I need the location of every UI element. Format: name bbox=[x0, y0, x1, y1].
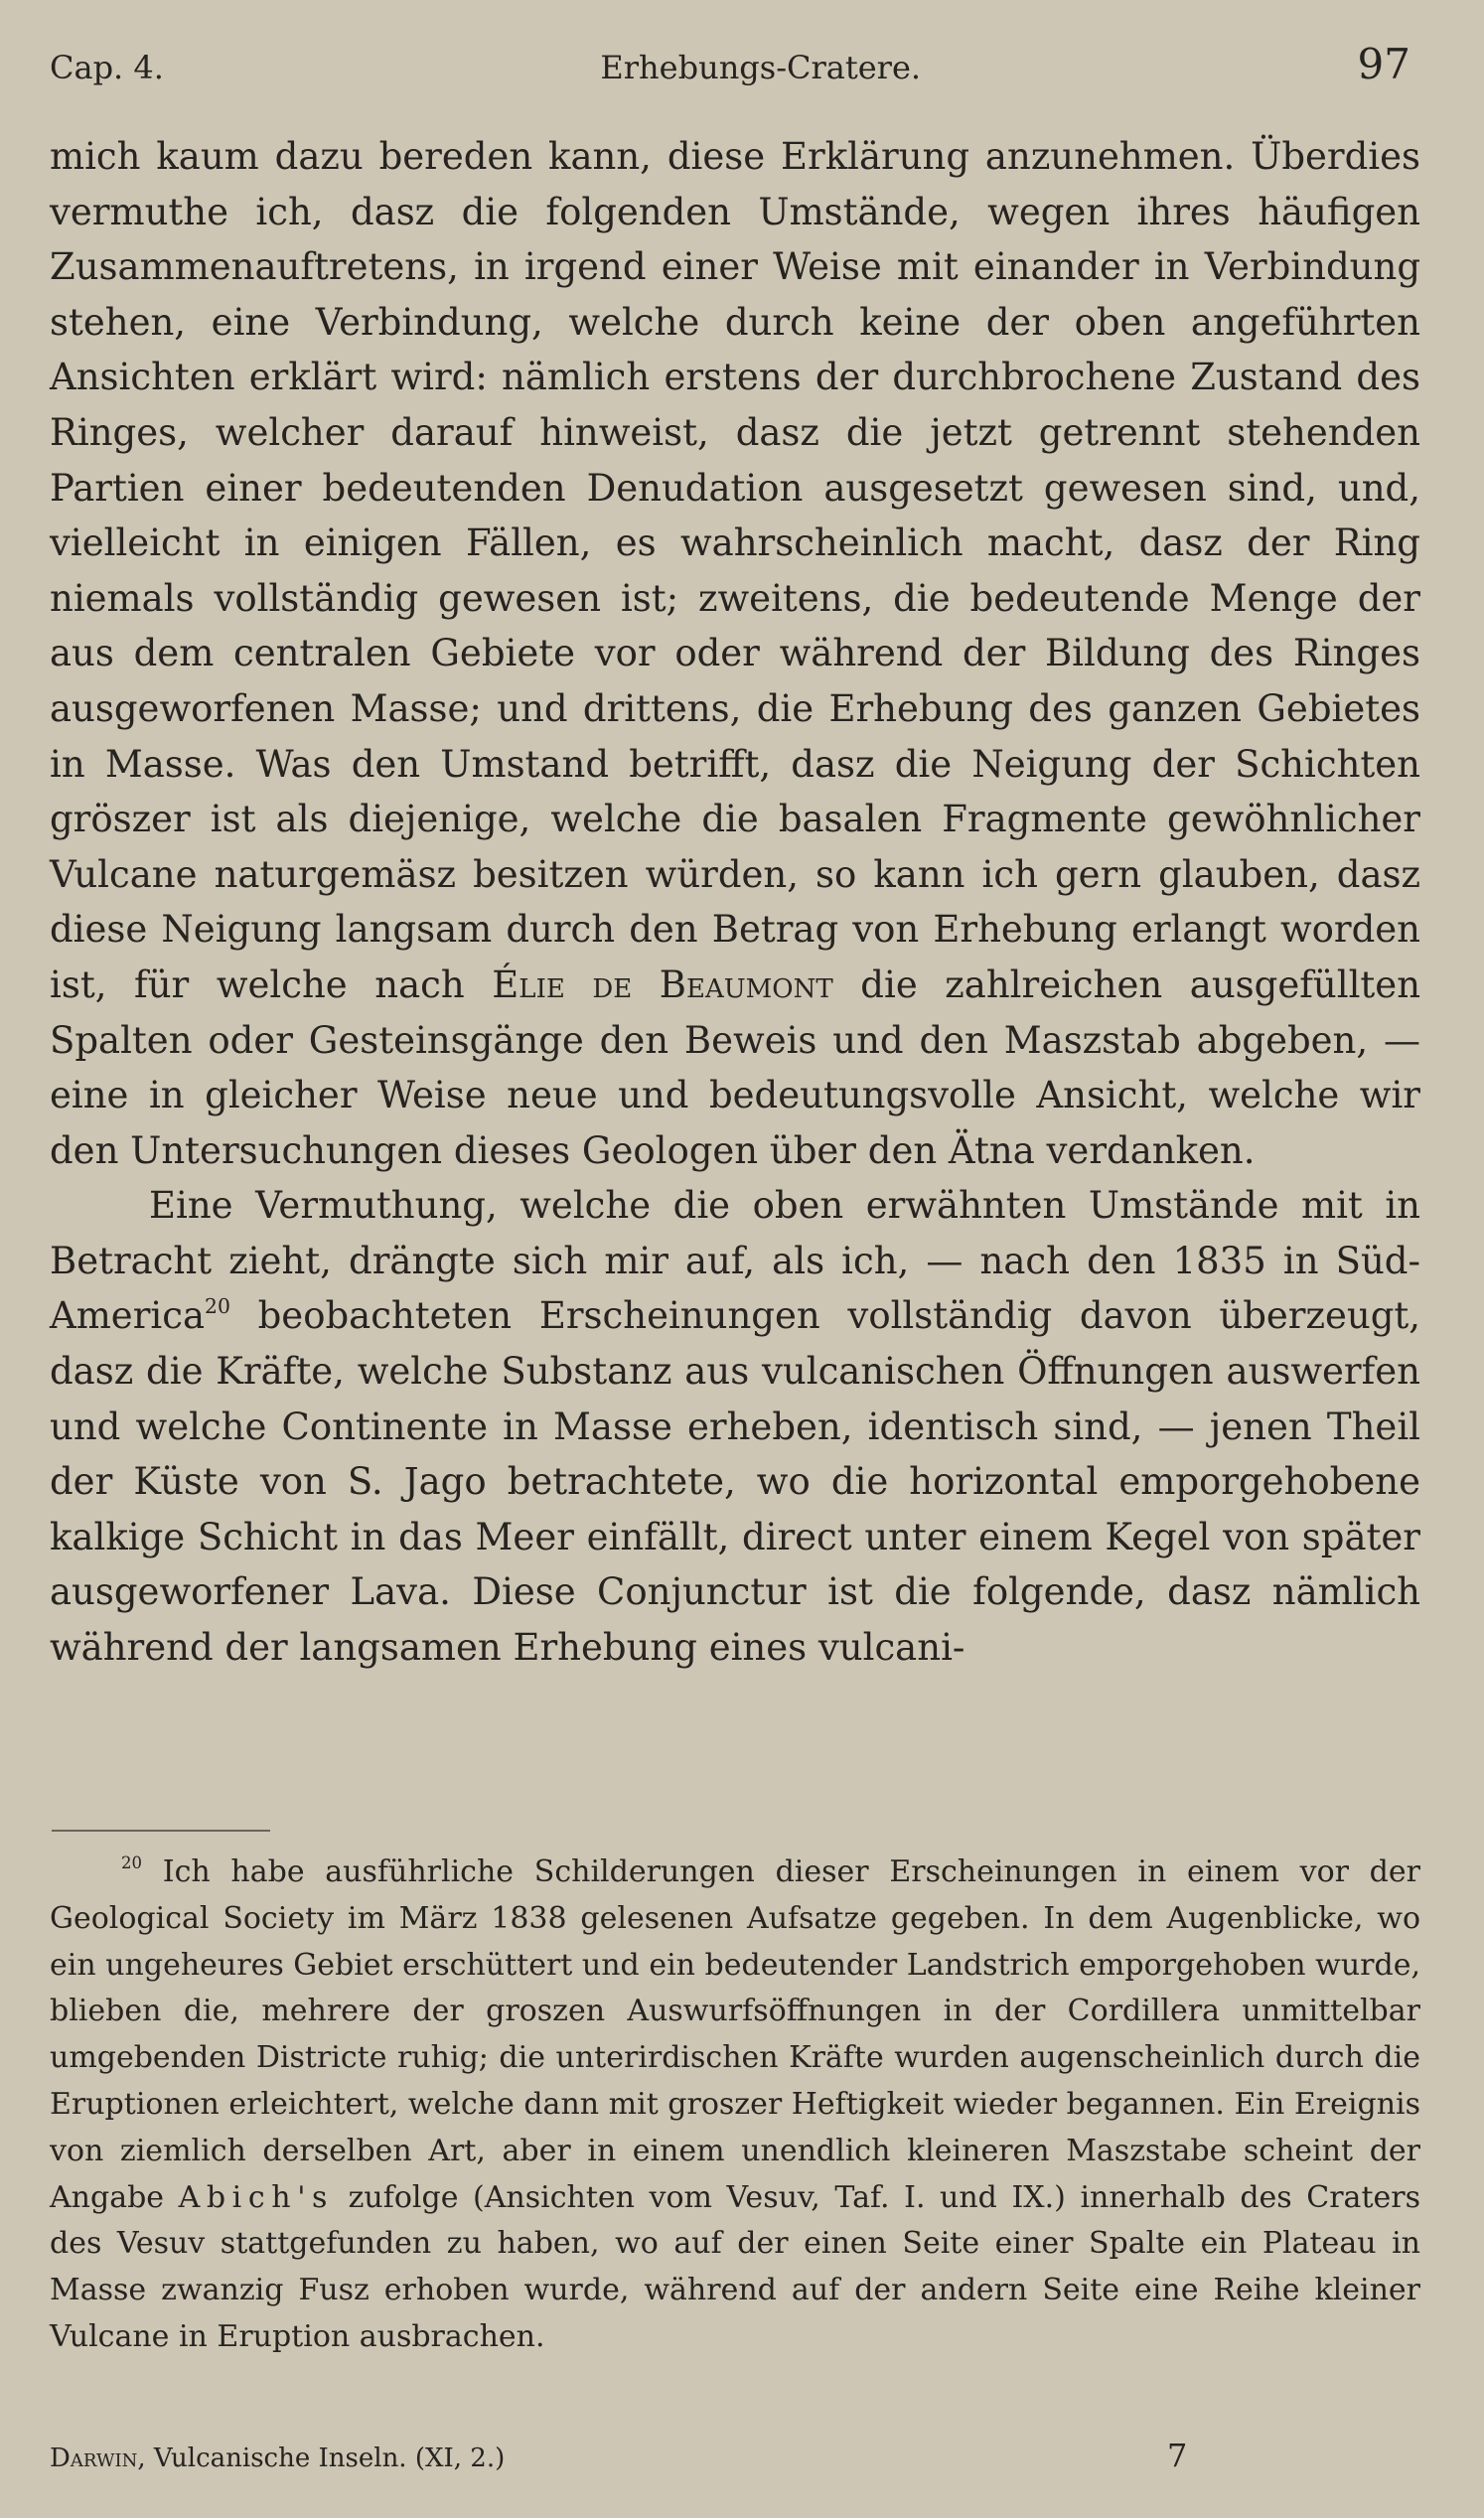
author-name-beaumont: Élie de Beaumont bbox=[492, 963, 833, 1006]
sheet-number: 7 bbox=[1167, 2437, 1188, 2474]
printer-signature bbox=[50, 2444, 505, 2473]
signature-author: Darwin bbox=[50, 2444, 138, 2473]
paragraph-1 bbox=[50, 129, 1420, 1178]
footnote-separator bbox=[52, 1830, 270, 1832]
running-head bbox=[50, 40, 1410, 88]
page-number: 97 bbox=[1357, 40, 1410, 88]
paragraph-1-text-a: mich kaum dazu bereden kann, diese Erklärung anzunehmen. Überdies vermuthe ich, dasz die folgenden Umstände, wegen ihres häufigen Zusammenauftretens, in irgend einer Weise mit einander in Verbindung stehen, eine Verbindung, welche durch keine der oben angeführten Ansichten erklärt wird: nämlich erstens der durchbrochene Zustand des Ringes, welcher darauf hinweist, dasz die jetzt getrennt stehenden Partien einer bedeutenden Denudation ausgesetzt gewesen sind, und, vielleicht in einigen Fällen, es wahrscheinlich macht, dasz der Ring niemals vollständig gewesen ist; zweitens, die bedeutende Menge der aus dem centralen Gebiete vor oder während der Bildung des Ringes ausgeworfenen Masse; und drittens, die Erhebung des ganzen Gebietes in Masse. Was den Umstand betrifft, dasz die Neigung der Schichten gröszer ist als diejenige, welche die basalen Fragmente gewöhnlicher Vulcane naturgemäsz besitzen würden, so kann ich gern glauben, dasz diese Neigung langsam durch den Betrag von Erhebung erlangt worden ist, für welche nach bbox=[50, 135, 1420, 1006]
signature-work: , Vulcanische Inseln. (XI, 2.) bbox=[137, 2444, 506, 2473]
paragraph-2-text-b: beobachteten Erscheinungen vollständig davon überzeugt, dasz die Kräfte, welche Substanz aus vulcanischen Öffnungen auswerfen und welche Continente in Masse erheben, identisch sind, — jenen Theil der Küste von S. Jago betrachtete, wo die horizontal emporgehobene kalkige Schicht in das Meer einfällt, direct unter einem Kegel von später ausgeworfener Lava. Diese Conjunctur ist die folgende, dasz nämlich während der langsamen Erhebung eines vulcani- bbox=[50, 1294, 1421, 1670]
footnote-paragraph bbox=[50, 1850, 1420, 2361]
footnote-text-a: Ich habe ausführliche Schilderungen dieser Erscheinungen in einem vor der Geological Society im März 1838 gelesenen Aufsatze gegeben. In dem Augenblicke, wo ein ungeheures Gebiet erschüttert und ein bedeutender Landstrich emporgehoben wurde, blieben die, mehrere der groszen Auswurfsöffnungen in der Cordillera unmittelbar umgebenden Districte ruhig; die unterirdischen Kräfte wurden augenscheinlich durch die Eruptionen erleichtert, welche dann mit groszer Heftigkeit wieder begannen. Ein Ereignis von ziemlich derselben Art, aber in einem unendlich kleineren Maszstabe scheint der Angabe bbox=[50, 1854, 1420, 2215]
paragraph-1-text-b: die zahlreichen ausgefüllten Spalten oder Gesteinsgänge den Beweis und den Maszstab abgeben, — eine in gleicher Weise neue und bedeutungsvolle Ansicht, welche wir den Untersuchungen dieses Geologen über den Ätna verdanken. bbox=[50, 963, 1421, 1172]
running-title: Erhebungs-Cratere. bbox=[600, 49, 922, 86]
footnote-reference: 20 bbox=[205, 1294, 230, 1319]
chapter-label: Cap. 4. bbox=[50, 49, 164, 86]
author-name-abich: Abich's bbox=[178, 2179, 335, 2215]
main-text bbox=[50, 129, 1420, 1676]
paragraph-2-text-a: Eine Vermuthung, welche die oben erwähnten Umstände mit in Betracht zieht, drängte sich mir auf, als ich, — nach den 1835 in Süd-America bbox=[50, 1184, 1420, 1338]
footnote-number: 20 bbox=[121, 1853, 142, 1873]
paragraph-2 bbox=[50, 1178, 1420, 1675]
footnote-text-b: zufolge (Ansichten vom Vesuv, Taf. I. und IX.) innerhalb des Craters des Vesuv stattgefunden zu haben, wo auf der einen Seite einer Spalte ein Plateau in Masse zwanzig Fusz erhoben wurde, während auf der andern Seite eine Reihe kleiner Vulcane in Eruption ausbrachen. bbox=[50, 2179, 1420, 2354]
footnote bbox=[50, 1850, 1420, 2361]
